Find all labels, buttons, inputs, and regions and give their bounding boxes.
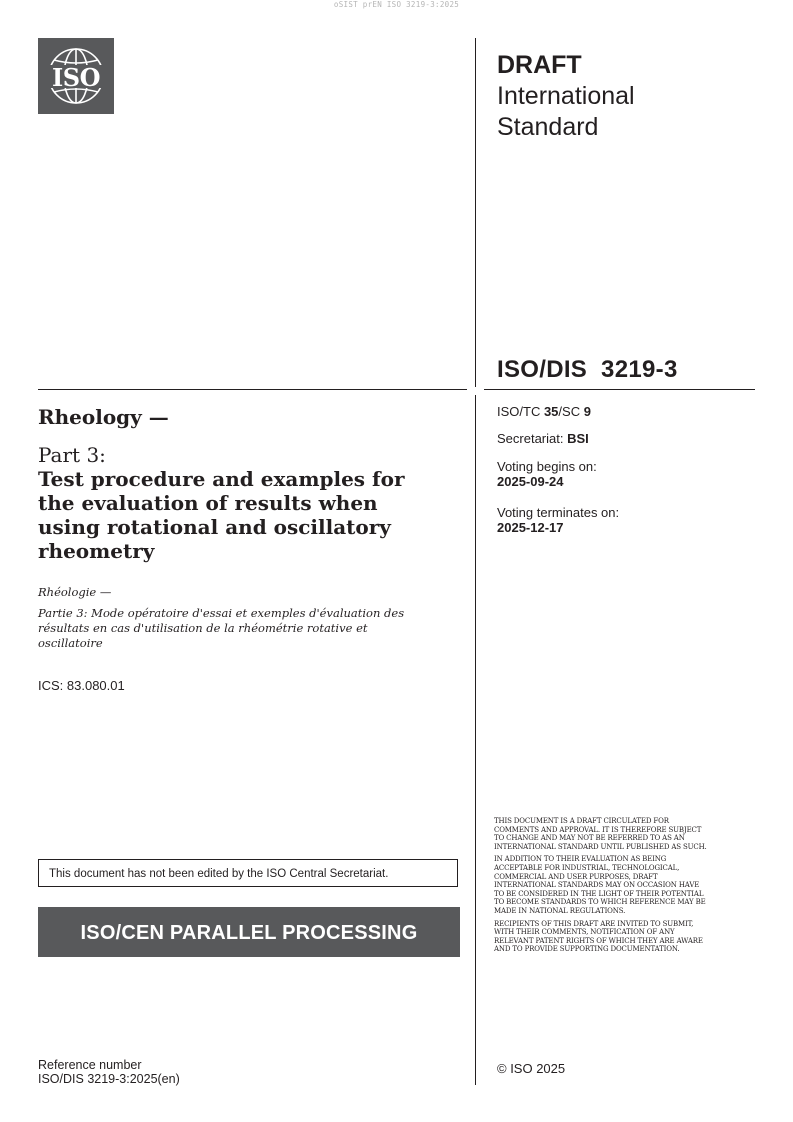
reference-number (38, 1058, 180, 1086)
secretariat (497, 431, 589, 446)
vertical-divider-bottom (475, 395, 476, 1085)
disclaimer-paragraph: IN ADDITION TO THEIR EVALUATION AS BEING ACCEPTABLE FOR INDUSTRIAL, TECHNOLOGICAL, COMMERCIAL AND USER PURPOSES, DRAFT INTERNATIONAL STANDARDS MAY ON OCCASION HAVE TO BE CONSIDERED IN THE LIGHT OF THEIR POTENTIAL TO BECOME STANDARDS TO WHICH REFERENCE MAY BE MADE IN NATIONAL REGULATIONS. (494, 855, 706, 915)
vertical-divider-top (475, 38, 476, 387)
reference-label: Reference number (38, 1058, 142, 1072)
document-type (497, 50, 635, 143)
voting-begins (497, 459, 597, 489)
iso-logo (38, 38, 114, 114)
draft-disclaimer (494, 817, 709, 958)
secretariat-value: BSI (567, 431, 589, 446)
watermark-text: oSIST prEN ISO 3219-3:2025 (333, 0, 460, 9)
parallel-processing-banner: ISO/CEN PARALLEL PROCESSING (38, 907, 460, 957)
svg-text:ISO: ISO (52, 63, 100, 92)
voting-terminates-date: 2025-12-17 (497, 520, 564, 535)
french-title (38, 585, 428, 657)
french-title-main: Rhéologie — (38, 585, 112, 599)
french-title-part: Partie 3: Mode opératoire d'essai et exemples d'évaluation des résultats en cas d'utilisation de la rhéométrie rotative et oscillatoire (38, 606, 405, 650)
reference-value: ISO/DIS 3219-3:2025(en) (38, 1072, 180, 1086)
committee-prefix: ISO/TC (497, 404, 544, 419)
standard-number: ISO/DIS 3219-3 (497, 356, 678, 383)
committee (497, 404, 591, 419)
horizontal-rule-left (38, 389, 467, 390)
copyright: © ISO 2025 (497, 1061, 566, 1076)
committee-mid: /SC (558, 404, 584, 419)
horizontal-rule-right (484, 389, 755, 390)
voting-begins-date: 2025-09-24 (497, 474, 564, 489)
document-title (38, 405, 438, 563)
disclaimer-paragraph: RECIPIENTS OF THIS DRAFT ARE INVITED TO SUBMIT, WITH THEIR COMMENTS, NOTIFICATION OF ANY RELEVANT PATENT RIGHTS OF WHICH THEY ARE AWARE AND TO PROVIDE SUPPORTING DOCUMENTATION. (494, 919, 703, 954)
ics-code: ICS: 83.080.01 (38, 678, 125, 693)
editorial-notice: This document has not been edited by the ISO Central Secretariat. (38, 859, 458, 887)
title-subtitle: Test procedure and examples for the evaluation of results when using rotational and oscillatory rheometry (38, 467, 405, 563)
voting-terminates (497, 505, 619, 535)
doc-type-international: International (497, 82, 635, 110)
voting-begins-label: Voting begins on: (497, 459, 597, 474)
iso-globe-icon (38, 38, 114, 114)
voting-terminates-label: Voting terminates on: (497, 505, 620, 520)
doc-type-standard: Standard (497, 113, 599, 141)
committee-sc: 9 (583, 404, 591, 419)
doc-type-draft: DRAFT (497, 51, 582, 79)
committee-tc: 35 (543, 404, 559, 419)
secretariat-label: Secretariat: (497, 431, 568, 446)
title-main: Rheology — (38, 405, 169, 429)
disclaimer-paragraph: THIS DOCUMENT IS A DRAFT CIRCULATED FOR COMMENTS AND APPROVAL. IT IS THEREFORE SUBJECT TO CHANGE AND MAY NOT BE REFERRED TO AS AN INTERNATIONAL STANDARD UNTIL PUBLISHED AS SUCH. (494, 817, 707, 851)
title-part: Part 3: (38, 443, 106, 467)
